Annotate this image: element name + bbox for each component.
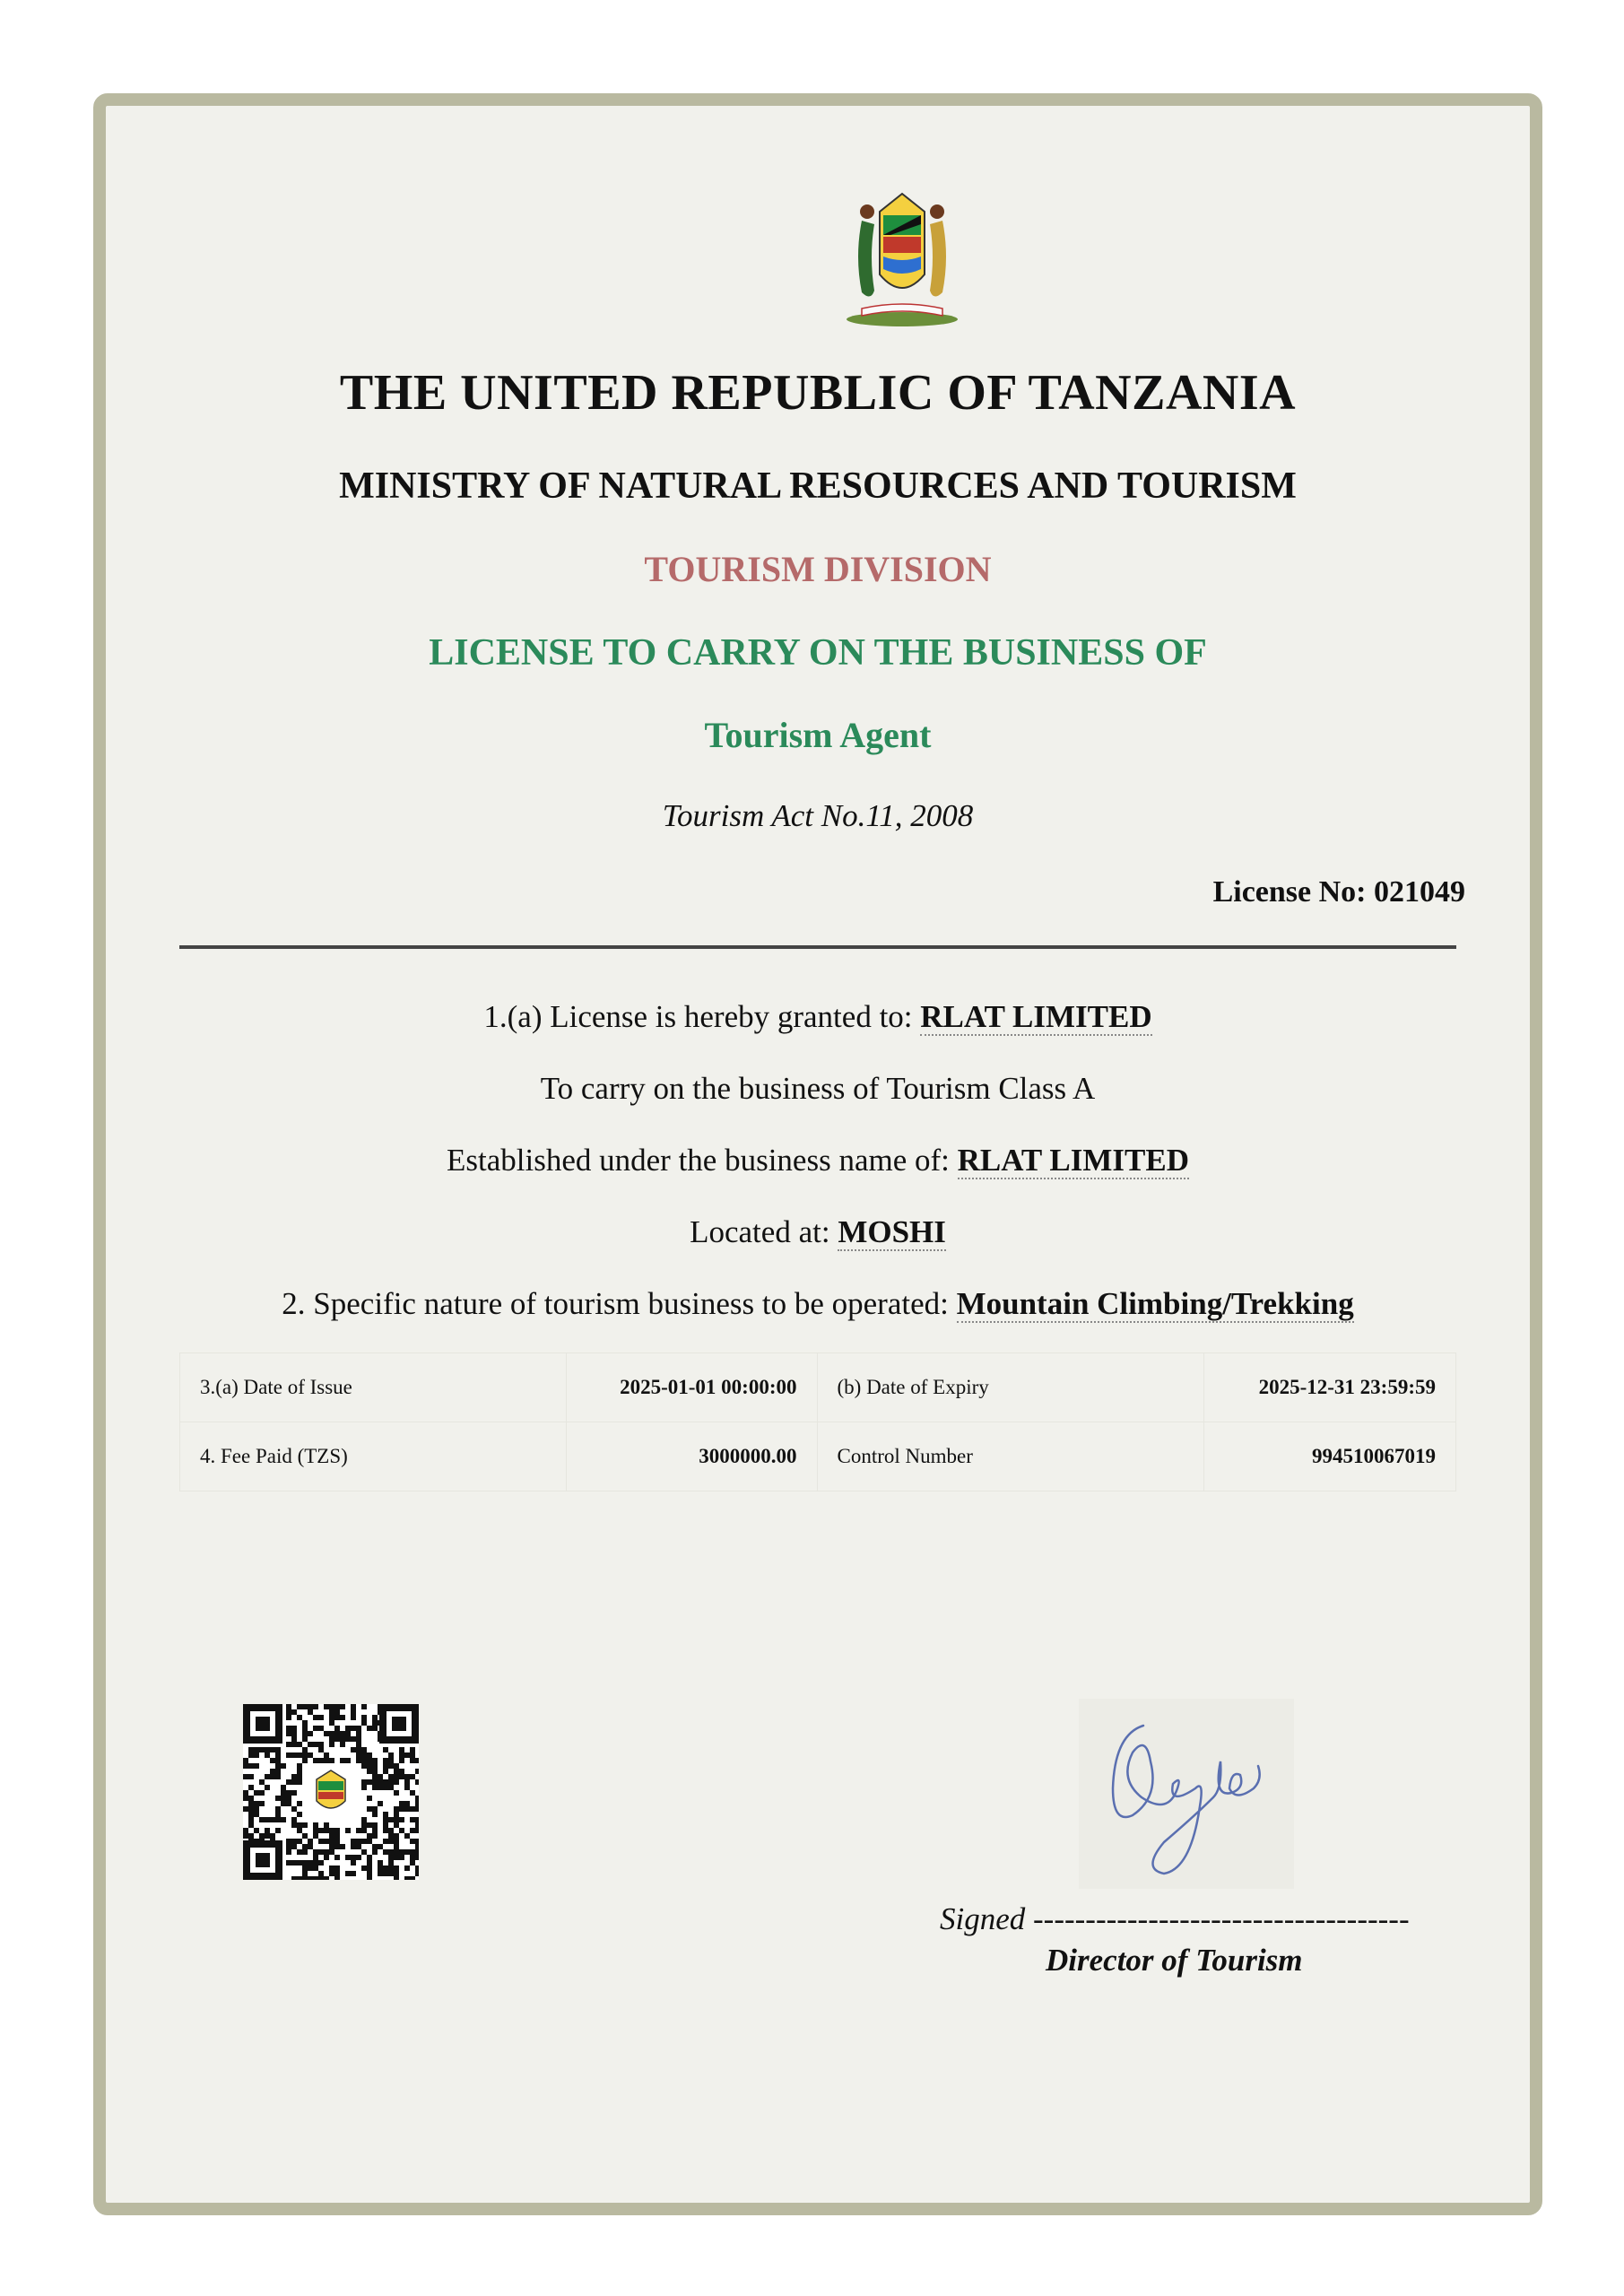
business-type: Tourism Agent xyxy=(704,715,932,755)
fee-value: 3000000.00 xyxy=(566,1422,817,1492)
qr-code-icon xyxy=(243,1704,419,1880)
issue-date-label: 3.(a) Date of Issue xyxy=(180,1353,567,1422)
nature-prefix: 2. Specific nature of tourism business to be operated: xyxy=(282,1286,957,1321)
location-value: MOSHI xyxy=(838,1214,946,1249)
coat-of-arms-emblem-icon xyxy=(835,185,969,328)
control-number-value: 994510067019 xyxy=(1204,1422,1456,1492)
fee-label: 4. Fee Paid (TZS) xyxy=(180,1422,567,1492)
location-line xyxy=(106,1214,1530,1250)
grantee-name: RLAT LIMITED xyxy=(920,999,1152,1034)
license-number: License No: 021049 xyxy=(1212,875,1465,909)
division-title: TOURISM DIVISION xyxy=(644,549,992,589)
ministry-title: MINISTRY OF NATURAL RESOURCES AND TOURISM xyxy=(339,465,1297,507)
table-row xyxy=(180,1422,1456,1492)
business-name: RLAT LIMITED xyxy=(957,1143,1189,1178)
control-number-label: Control Number xyxy=(817,1422,1204,1492)
handwritten-signature-icon xyxy=(1079,1699,1294,1889)
license-title: LICENSE TO CARRY ON THE BUSINESS OF xyxy=(429,632,1207,674)
business-line: To carry on the business of Tourism Class A xyxy=(540,1071,1096,1106)
location-prefix: Located at: xyxy=(690,1214,838,1249)
established-prefix: Established under the business name of: xyxy=(447,1143,958,1178)
license-details-table xyxy=(179,1352,1456,1492)
grant-line xyxy=(106,999,1530,1035)
director-title: Director of Tourism xyxy=(1046,1943,1303,1978)
grant-prefix: 1.(a) License is hereby granted to: xyxy=(483,999,921,1034)
established-line xyxy=(106,1143,1530,1178)
act-reference: Tourism Act No.11, 2008 xyxy=(662,798,974,833)
issue-date-value: 2025-01-01 00:00:00 xyxy=(566,1353,817,1422)
expiry-date-value: 2025-12-31 23:59:59 xyxy=(1204,1353,1456,1422)
nature-line xyxy=(106,1286,1530,1322)
divider xyxy=(179,945,1456,949)
table-row xyxy=(180,1353,1456,1422)
country-title: THE UNITED REPUBLIC OF TANZANIA xyxy=(339,365,1297,421)
signed-line: Signed ------------------------------------ xyxy=(940,1901,1410,1936)
expiry-date-label: (b) Date of Expiry xyxy=(817,1353,1204,1422)
certificate-frame xyxy=(93,93,1542,2215)
nature-value: Mountain Climbing/Trekking xyxy=(956,1286,1354,1321)
